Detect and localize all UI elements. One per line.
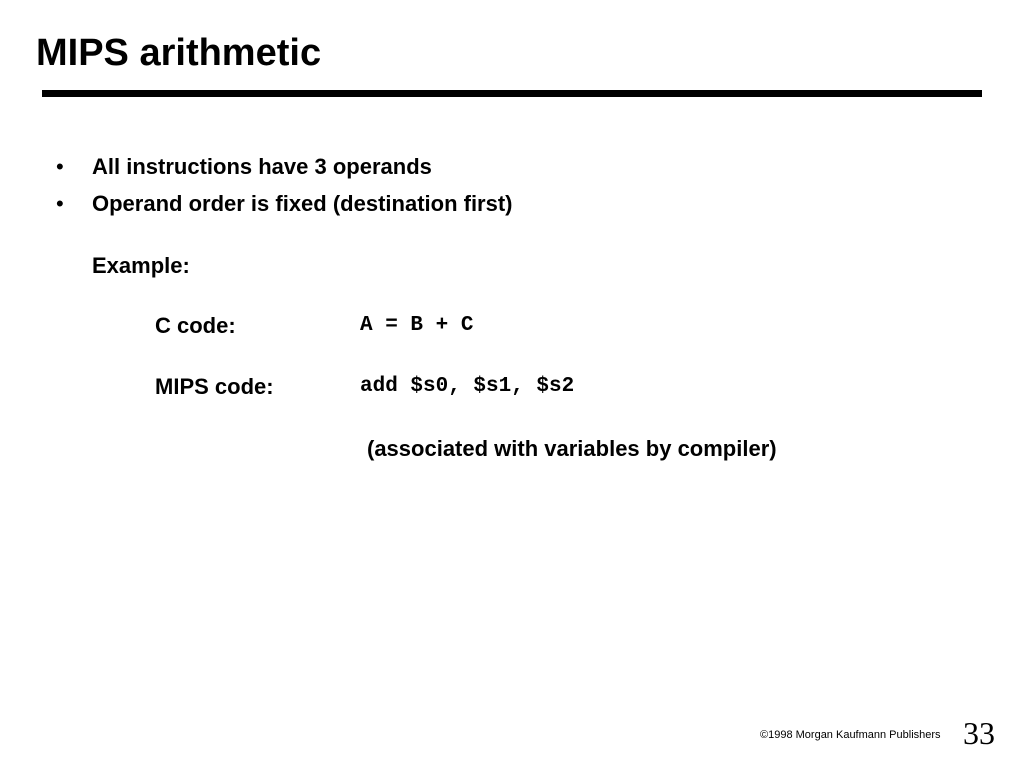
bullet-text: All instructions have 3 operands — [92, 154, 432, 179]
mips-code-label: MIPS code: — [155, 374, 274, 399]
c-code-label: C code: — [155, 313, 236, 338]
footer-copyright: ©1998 Morgan Kaufmann Publishers — [760, 729, 941, 741]
register-note: (associated with variables by compiler) — [367, 436, 777, 461]
bullet-marker: • — [56, 191, 64, 216]
bullet-marker: • — [56, 154, 64, 179]
title-underline-rule — [42, 90, 982, 97]
page-number: 33 — [963, 715, 995, 751]
bullet-text: Operand order is fixed (destination first) — [92, 191, 513, 216]
c-code-value: A = B + C — [360, 314, 474, 337]
slide-title: MIPS arithmetic — [36, 32, 322, 74]
example-label: Example: — [92, 253, 190, 278]
mips-code-value: add $s0, $s1, $s2 — [360, 375, 575, 398]
